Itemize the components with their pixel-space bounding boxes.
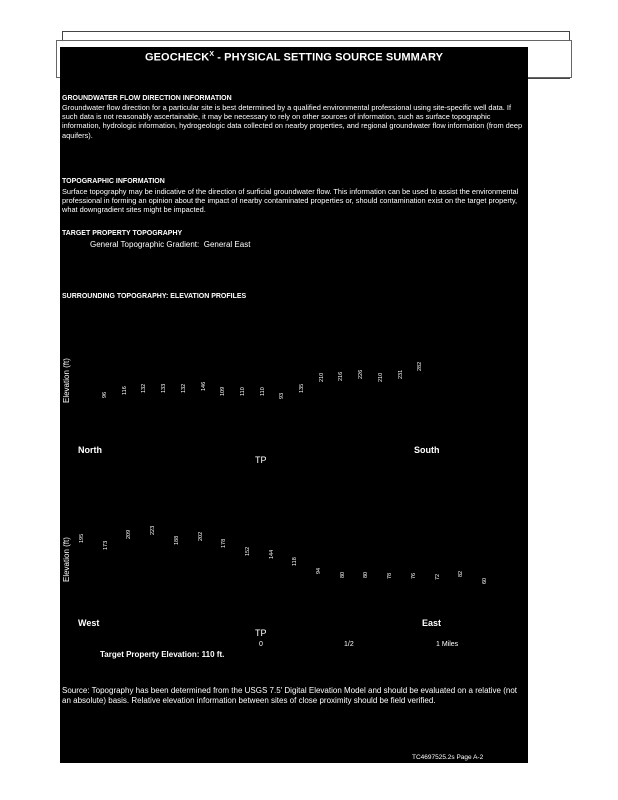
groundwater-text: Groundwater flow direction for a particular site is best determined by a qualified environmental professional using site-specific well data. If such data is not reasonably ascertainable, it may be necessary to rely on other sources of information, such as surface topographic information, hydrologic information, hydrogeologic data collected on nearby properties, and regional groundwater flow information (from deep aquifers). bbox=[62, 103, 523, 140]
elevation-label: 188 bbox=[173, 536, 180, 546]
topographic-gradient bbox=[90, 240, 250, 249]
target-topography-heading: TARGET PROPERTY TOPOGRAPHY bbox=[62, 230, 183, 237]
elevation-label: 210 bbox=[377, 372, 384, 382]
scale-one-mile: 1 Miles bbox=[436, 641, 459, 648]
elevation-label: 223 bbox=[150, 525, 157, 535]
profile-we-right: East bbox=[422, 618, 442, 628]
profile-ns-left: North bbox=[78, 445, 102, 455]
profile-we-tp: TP bbox=[255, 628, 267, 638]
elevation-label: 93 bbox=[279, 392, 286, 399]
elevation-label: 178 bbox=[221, 539, 228, 549]
elevation-label: 133 bbox=[161, 383, 168, 393]
profile-we-ylabel: Elevation (ft) bbox=[62, 537, 71, 582]
elevation-label: 72 bbox=[434, 574, 441, 581]
elevation-label: 152 bbox=[244, 546, 251, 557]
elevation-label: 109 bbox=[220, 387, 227, 397]
topographic-text: Surface topography may be indicative of the direction of surficial groundwater flow. This information can be used to assist the environmental professional in forming an opinion about the impact of nearby contaminated properties or, should contamination exist on the target property, what downgradient sites might be impacted. bbox=[62, 187, 519, 215]
profile-ns-right: South bbox=[414, 445, 440, 455]
elevation-label: 210 bbox=[318, 372, 325, 382]
elevation-label: 202 bbox=[197, 531, 204, 541]
elevation-label: 132 bbox=[141, 383, 148, 393]
elevation-label: 132 bbox=[180, 383, 187, 393]
groundwater-heading: GROUNDWATER FLOW DIRECTION INFORMATION bbox=[62, 95, 232, 102]
elevation-label: 82 bbox=[458, 571, 465, 578]
elevation-label: 116 bbox=[121, 386, 128, 396]
elevation-label: 135 bbox=[299, 383, 305, 393]
surrounding-heading: SURROUNDING TOPOGRAPHY: ELEVATION PROFILES bbox=[62, 293, 247, 300]
elevation-label: 231 bbox=[397, 369, 404, 379]
topographic-heading: TOPOGRAPHIC INFORMATION bbox=[62, 178, 165, 185]
gradient-value: General East bbox=[203, 240, 251, 249]
elevation-label: 80 bbox=[363, 571, 370, 578]
gradient-label: General Topographic Gradient: bbox=[90, 240, 200, 249]
scale-zero: 0 bbox=[259, 641, 263, 648]
elevation-label: 76 bbox=[410, 573, 417, 580]
elevation-label: 96 bbox=[102, 392, 108, 399]
elevation-label: 195 bbox=[79, 533, 85, 544]
elevation-label: 60 bbox=[481, 577, 488, 584]
source-note: Source: Topography has been determined from the USGS 7.5' Digital Elevation Model and should be evaluated on a relative (not an absolute) basis. Relative elevation information between sites of close proximity should be field verified. bbox=[62, 686, 517, 705]
elevation-label: 118 bbox=[292, 557, 299, 567]
elevation-label: 110 bbox=[259, 387, 266, 397]
profile-we-left: West bbox=[78, 618, 100, 628]
profile-ns-tp: TP bbox=[255, 455, 267, 465]
elevation-label: 144 bbox=[268, 549, 275, 559]
elevation-label: 94 bbox=[316, 567, 322, 574]
scale-half: 1/2 bbox=[344, 641, 354, 648]
profile-ns-ylabel: Elevation (ft) bbox=[62, 358, 71, 403]
elevation-label: 80 bbox=[339, 571, 346, 578]
document-page bbox=[60, 47, 528, 763]
elevation-label: 146 bbox=[200, 381, 207, 391]
elevation-label: 209 bbox=[126, 529, 133, 539]
elevation-label: 110 bbox=[239, 387, 246, 397]
page-footer: TC4697525.2s Page A-2 bbox=[412, 754, 484, 761]
target-property-elevation: Target Property Elevation: 110 ft. bbox=[100, 650, 225, 659]
elevation-label: 282 bbox=[417, 362, 424, 372]
page-title: $GEOCHECK^X$ - PHYSICAL SETTING SOURCE SUMMARY bbox=[144, 51, 444, 64]
elevation-label: 226 bbox=[358, 370, 365, 380]
elevation-label: 216 bbox=[338, 371, 345, 381]
elevation-label: 173 bbox=[102, 540, 109, 550]
elevation-label: 78 bbox=[387, 572, 394, 579]
